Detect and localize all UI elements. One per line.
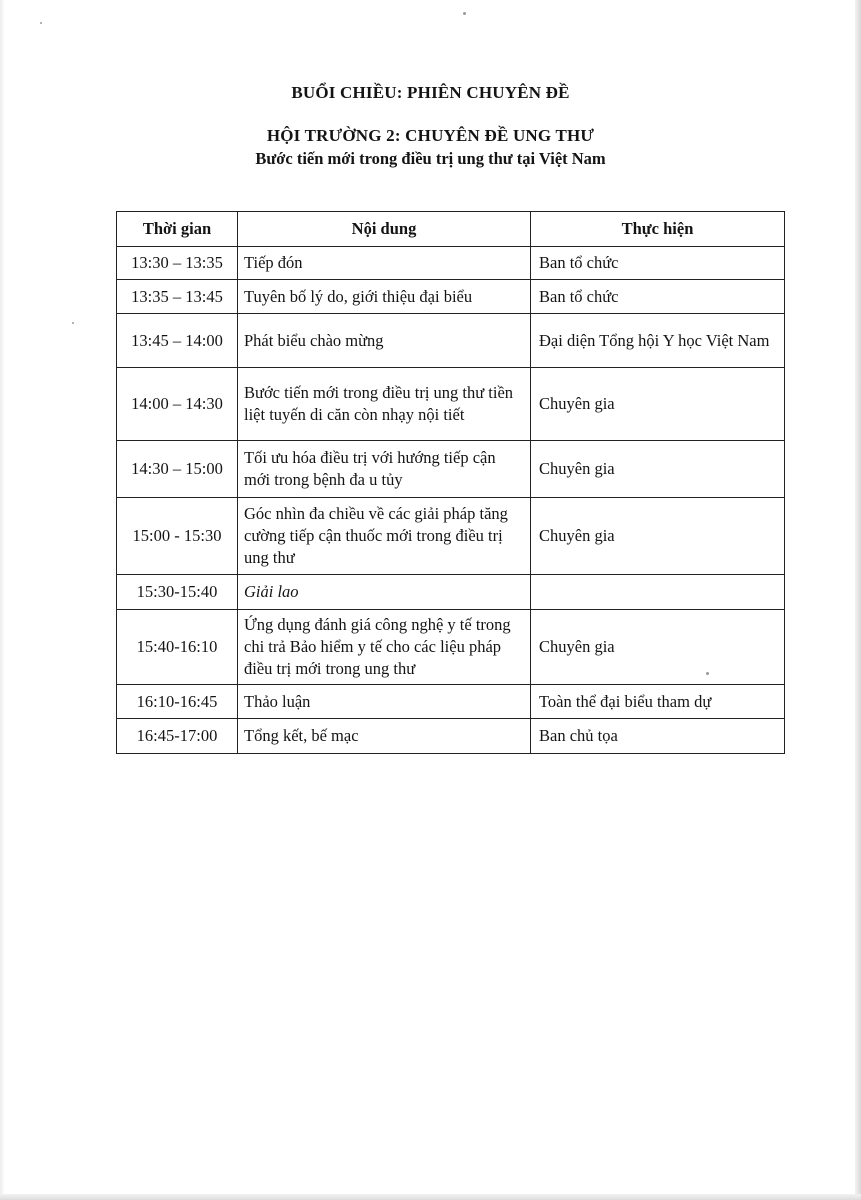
table-row — [117, 314, 785, 368]
presenter-cell: Chuyên gia — [531, 498, 785, 575]
scan-speck — [72, 322, 74, 324]
table-row — [117, 498, 785, 575]
table-row — [117, 280, 785, 314]
content-cell: Thảo luận — [238, 685, 531, 719]
time-cell: 13:45 – 14:00 — [117, 314, 238, 368]
presenter-cell: Chuyên gia — [531, 610, 785, 685]
presenter-cell: Ban chủ tọa — [531, 719, 785, 754]
time-cell: 14:30 – 15:00 — [117, 441, 238, 498]
column-header-presenter: Thực hiện — [531, 212, 785, 247]
scan-speck — [40, 22, 42, 24]
content-cell: Tổng kết, bế mạc — [238, 719, 531, 754]
presenter-cell: Chuyên gia — [531, 368, 785, 441]
table-header-row — [117, 212, 785, 247]
column-header-time: Thời gian — [117, 212, 238, 247]
presenter-cell — [531, 575, 785, 610]
presenter-cell: Chuyên gia — [531, 441, 785, 498]
time-cell: 14:00 – 14:30 — [117, 368, 238, 441]
table-row — [117, 441, 785, 498]
presenter-cell: Ban tổ chức — [531, 247, 785, 280]
time-cell: 13:30 – 13:35 — [117, 247, 238, 280]
content-cell: Phát biểu chào mừng — [238, 314, 531, 368]
table-row — [117, 719, 785, 754]
content-cell: Giải lao — [238, 575, 531, 610]
content-cell: Tối ưu hóa điều trị với hướng tiếp cận mới trong bệnh đa u tủy — [238, 441, 531, 498]
time-cell: 13:35 – 13:45 — [117, 280, 238, 314]
presenter-cell: Đại diện Tổng hội Y học Việt Nam — [531, 314, 785, 368]
presenter-cell: Toàn thể đại biểu tham dự — [531, 685, 785, 719]
table-row — [117, 685, 785, 719]
column-header-content: Nội dung — [238, 212, 531, 247]
time-cell: 16:10-16:45 — [117, 685, 238, 719]
scan-speck — [463, 12, 466, 15]
presenter-cell: Ban tổ chức — [531, 280, 785, 314]
session-title: BUỔI CHIỀU: PHIÊN CHUYÊN ĐỀ — [291, 83, 570, 102]
table-row — [117, 610, 785, 685]
content-cell: Góc nhìn đa chiều về các giải pháp tăng cường tiếp cận thuốc mới trong điều trị ung thư — [238, 498, 531, 575]
content-cell: Tiếp đón — [238, 247, 531, 280]
topic-title: Bước tiến mới trong điều trị ung thư tại Việt Nam — [255, 149, 606, 168]
time-cell: 15:30-15:40 — [117, 575, 238, 610]
page-edge-right — [855, 0, 861, 1200]
content-cell: Tuyên bố lý do, giới thiệu đại biểu — [238, 280, 531, 314]
time-cell: 15:00 - 15:30 — [117, 498, 238, 575]
time-cell: 15:40-16:10 — [117, 610, 238, 685]
content-cell: Ứng dụng đánh giá công nghệ y tế trong chi trả Bảo hiểm y tế cho các liệu pháp điều trị mới trong ung thư — [238, 610, 531, 685]
table-row — [117, 247, 785, 280]
page-edge-bottom — [0, 1194, 861, 1200]
table-row — [117, 575, 785, 610]
page-edge-left — [0, 0, 4, 1200]
content-cell: Bước tiến mới trong điều trị ung thư tiền liệt tuyến di căn còn nhạy nội tiết — [238, 368, 531, 441]
table-row — [117, 368, 785, 441]
schedule-table — [116, 211, 785, 754]
hall-title: HỘI TRƯỜNG 2: CHUYÊN ĐỀ UNG THƯ — [266, 126, 595, 145]
time-cell: 16:45-17:00 — [117, 719, 238, 754]
